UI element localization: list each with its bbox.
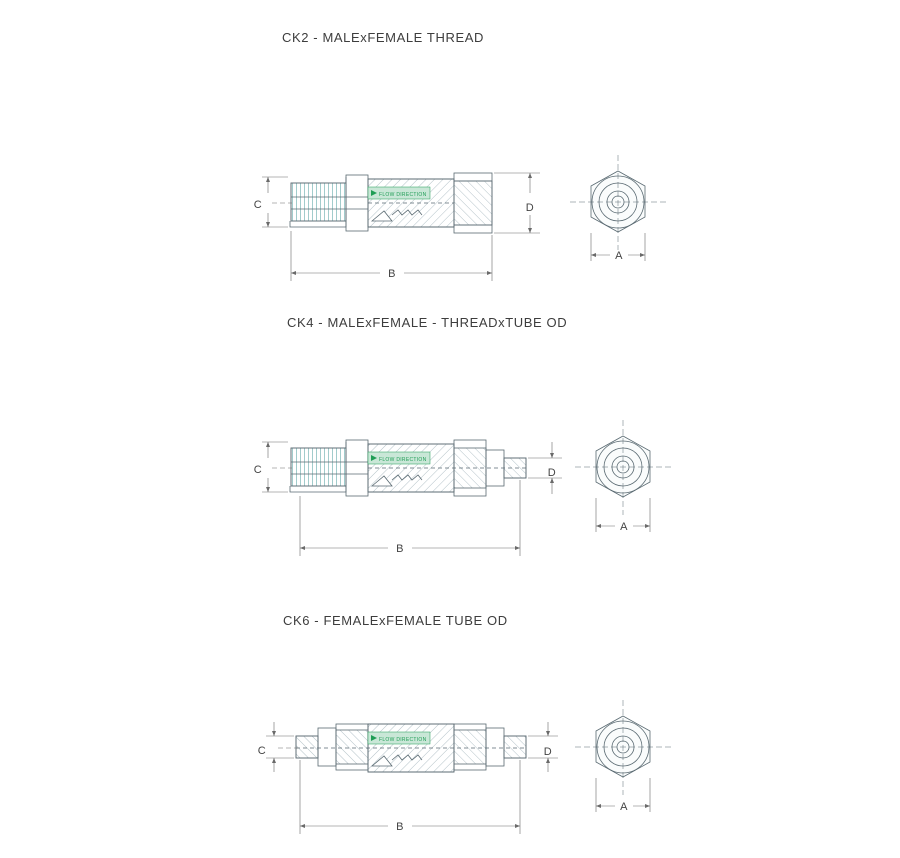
dimension-c-ck4 bbox=[262, 442, 292, 492]
end-view-ck6 bbox=[575, 700, 671, 795]
valve-body-ck6 bbox=[296, 724, 526, 772]
dimension-c-ck2 bbox=[262, 177, 292, 227]
dimension-c-label-ck2: C bbox=[253, 199, 263, 211]
dimension-a-label-ck2: A bbox=[615, 250, 623, 262]
drawing-ck6 bbox=[0, 628, 900, 858]
end-view-ck4 bbox=[575, 420, 671, 515]
end-view-ck2 bbox=[570, 155, 666, 250]
drawing-ck4 bbox=[0, 330, 900, 560]
drawing-svg-ck4 bbox=[0, 330, 900, 560]
dimension-c-label-ck6: C bbox=[257, 745, 267, 757]
flow-direction-marker-ck6 bbox=[368, 732, 430, 744]
dimension-d-label-ck4: D bbox=[547, 467, 557, 479]
section-ck2 bbox=[0, 30, 900, 280]
dimension-d-ck4 bbox=[528, 442, 562, 494]
valve-body-ck4 bbox=[290, 440, 526, 496]
valve-body-ck2 bbox=[290, 173, 492, 233]
section-title-ck4: CK4 - MALExFEMALE - THREADxTUBE OD bbox=[287, 315, 568, 330]
dimension-a-label-ck6: A bbox=[620, 801, 628, 813]
section-title-ck2: CK2 - MALExFEMALE THREAD bbox=[282, 30, 484, 45]
drawing-svg-ck6 bbox=[0, 628, 900, 858]
dimension-b-label-ck2: B bbox=[388, 268, 396, 280]
drawing-svg-ck2 bbox=[0, 45, 900, 280]
section-title-ck6: CK6 - FEMALExFEMALE TUBE OD bbox=[283, 613, 508, 628]
flow-direction-label-ck2: FLOW DIRECTION bbox=[379, 192, 427, 198]
flow-direction-marker-ck4 bbox=[368, 452, 430, 464]
flow-direction-marker-ck2 bbox=[368, 187, 430, 199]
dimension-a-label-ck4: A bbox=[620, 521, 628, 533]
flow-direction-label-ck4: FLOW DIRECTION bbox=[379, 457, 427, 463]
dimension-b-label-ck6: B bbox=[396, 821, 404, 833]
dimension-d-label-ck6: D bbox=[543, 746, 553, 758]
drawing-ck2 bbox=[0, 45, 900, 280]
dimension-c-ck6 bbox=[266, 722, 298, 772]
dimension-d-label-ck2: D bbox=[525, 202, 535, 214]
dimension-b-label-ck4: B bbox=[396, 543, 404, 555]
dimension-c-label-ck4: C bbox=[253, 464, 263, 476]
flow-direction-label-ck6: FLOW DIRECTION bbox=[379, 737, 427, 743]
section-ck6 bbox=[0, 613, 900, 858]
section-ck4 bbox=[0, 315, 900, 560]
